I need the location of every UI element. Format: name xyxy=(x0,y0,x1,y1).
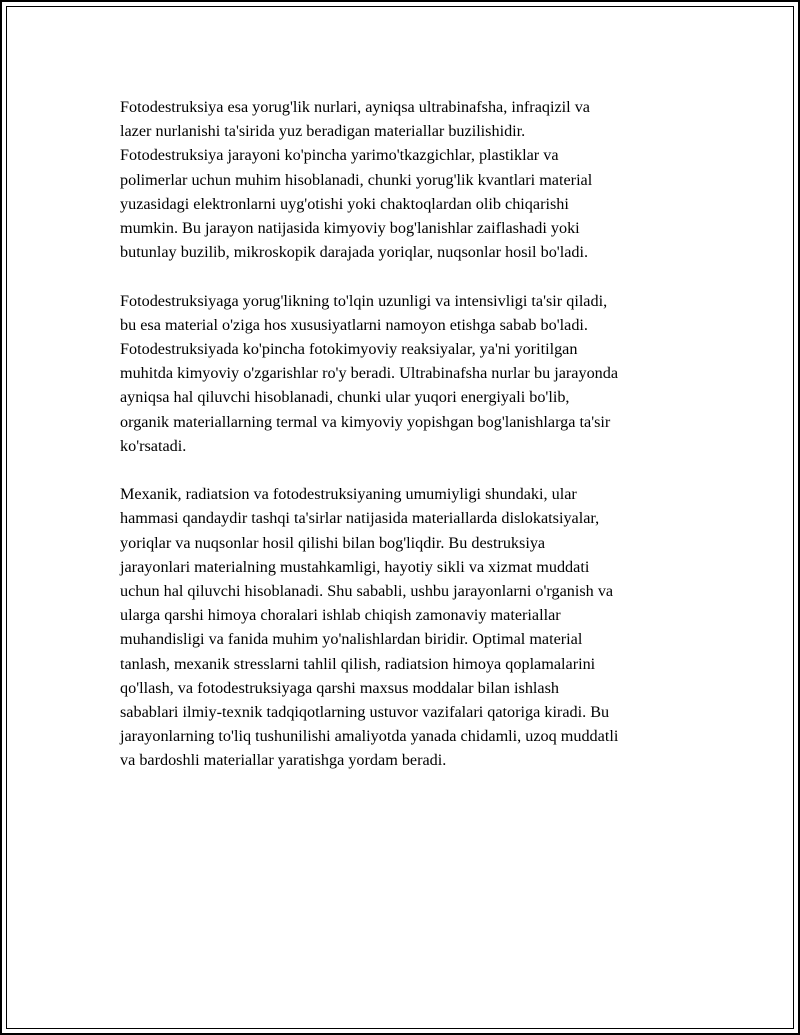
paragraph-wavelength-influence: Fotodestruksiyaga yorug'likning to'lqin uzunligi va intensivligi ta'sir qiladi, bu esa material o'ziga hos xususiyatlarni namoyon etishga sabab bo'ladi. Fotodestruksiyada ko'pincha fotokimyoviy reaksiyalar, ya'ni yoritilgan muhitda kimyoviy o'zgarishlar ro'y beradi. Ultrabinafsha nurlar bu jarayonda ayniqsa hal qiluvchi hisoblanadi, chunki ular yuqori energiyali bo'lib, organik materiallarning termal va kimyoviy yopishgan bog'lanishlarga ta'sir ko'rsatadi. xyxy=(120,291,619,455)
paragraph-common-features: Mexanik, radiatsion va fotodestruksiyaning umumiyligi shundaki, ular hammasi qandaydir tashqi ta'sirlar natijasida materiallarda dislokatsiyalar, yoriqlar va nuqsonlar hosil qilishi bilan bog'liqdir. Bu destruksiya jarayonlari materialning mustahkamligi, hayotiy sikli va xizmat muddati uchun hal qiluvchi hisoblanadi. Shu sababli, ushbu jarayonlarni o'rganish va ularga qarshi himoya choralari ishlab chiqish zamonaviy materiallar muhandisligi va fanida muhim yo'nalishlardan biridir. Optimal material tanlash, mexanik stresslarni tahlil qilish, radiatsion himoya qoplamalarini qo'llash, va fotodestruksiyaga qarshi maxsus moddalar bilan ishlash sabablari ilmiy-texnik tadqiqotlarning ustuvor vazifalari qatoriga kiradi. Bu jarayonlarning to'liq tushunilishi amaliyotda yanada chidamli, uzoq muddatli va bardoshli materiallar yaratishga yordam beradi. xyxy=(120,485,619,770)
document-body xyxy=(120,95,690,797)
paragraph-photodestruction-definition: Fotodestruksiya esa yorug'lik nurlari, ayniqsa ultrabinafsha, infraqizil va lazer nurlanishi ta'sirida yuz beradigan materiallar buzilishidir. Fotodestruksiya jarayoni ko'pincha yarimo'tkazgichlar, plastiklar va polimerlar uchun muhim hisoblanadi, chunki yorug'lik kvantlari material yuzasidagi elektronlarni uyg'otishi yoki chaktoqlardan olib chiqarishi mumkin. Bu jarayon natijasida kimyoviy bog'lanishlar zaiflashadi yoki butunlay buzilib, mikroskopik darajada yoriqlar, nuqsonlar hosil bo'ladi. xyxy=(120,98,593,262)
